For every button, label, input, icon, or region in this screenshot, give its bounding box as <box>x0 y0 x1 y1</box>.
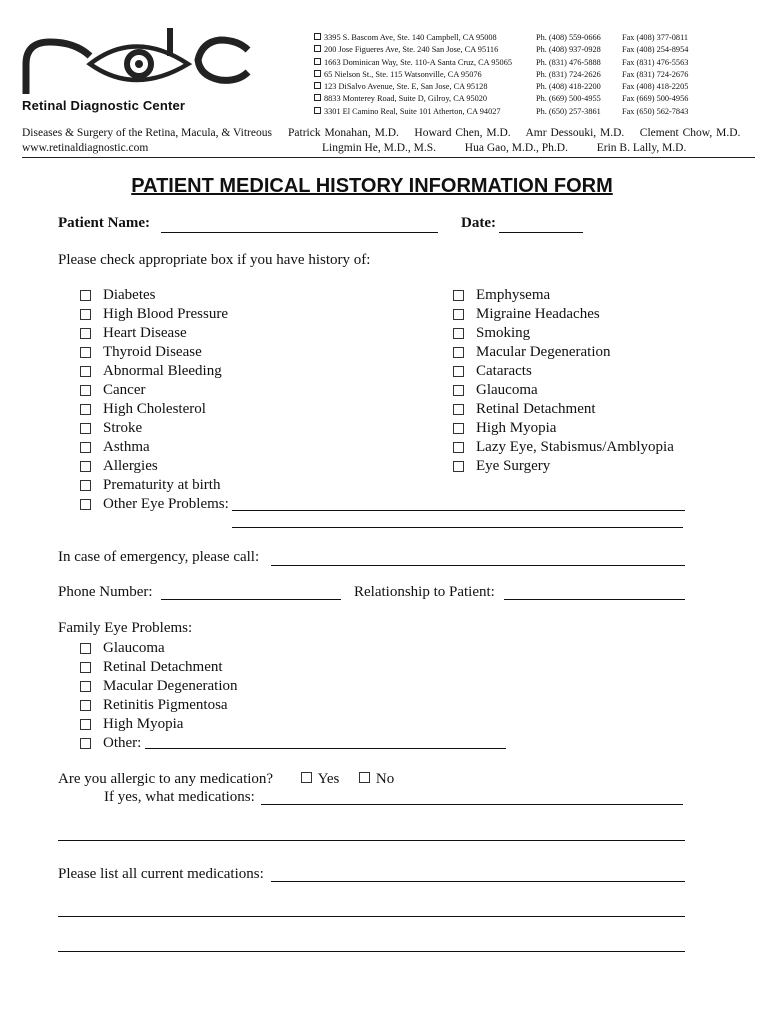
family-history-label: High Myopia <box>103 716 184 732</box>
family-eye-problems-label: Family Eye Problems: <box>58 620 193 636</box>
family-history-item <box>80 715 238 734</box>
history-item <box>453 400 674 419</box>
medications-label: Please list all current medications: <box>58 866 264 882</box>
history-checkbox[interactable] <box>80 404 91 415</box>
history-item <box>80 400 229 419</box>
family-other-field[interactable] <box>145 748 506 749</box>
allergy-yes-checkbox[interactable] <box>301 772 312 783</box>
history-label: Allergies <box>103 458 158 474</box>
family-history-item <box>80 734 238 753</box>
allergy-no-label: No <box>375 771 395 787</box>
history-item <box>453 419 674 438</box>
family-history-label: Macular Degeneration <box>103 678 238 694</box>
history-list-right <box>453 286 674 476</box>
location-fax: Fax (669) 500-4956 <box>622 94 689 104</box>
doctors-line-1: Patrick Monahan, M.D. Howard Chen, M.D. Amr Dessouki, M.D. Clement Chow, M.D. <box>288 127 741 139</box>
date-field[interactable] <box>499 232 583 233</box>
history-checkbox[interactable] <box>80 309 91 320</box>
family-eye-problems-list <box>80 639 238 753</box>
location-list <box>314 32 702 118</box>
history-item <box>80 324 229 343</box>
family-history-item <box>80 696 238 715</box>
emergency-contact-field[interactable] <box>271 565 685 566</box>
location-row <box>314 44 702 56</box>
family-history-label: Retinitis Pigmentosa <box>103 697 228 713</box>
location-row <box>314 81 702 93</box>
history-checkbox[interactable] <box>453 366 464 377</box>
history-item <box>80 286 229 305</box>
family-history-label: Glaucoma <box>103 640 165 656</box>
location-address-text: 3395 S. Bascom Ave, Ste. 140 Campbell, CA 95008 <box>324 33 497 42</box>
location-checkbox[interactable] <box>314 70 321 77</box>
history-label: Abnormal Bleeding <box>103 363 222 379</box>
history-checkbox[interactable] <box>453 442 464 453</box>
tagline: Diseases & Surgery of the Retina, Macula, & Vitreous <box>22 127 272 139</box>
history-item <box>453 362 674 381</box>
history-checkbox[interactable] <box>80 385 91 396</box>
family-history-item <box>80 658 238 677</box>
history-checkbox[interactable] <box>80 461 91 472</box>
history-label: Prematurity at birth <box>103 477 221 493</box>
history-checkbox[interactable] <box>453 385 464 396</box>
history-checkbox[interactable] <box>453 461 464 472</box>
phone-field[interactable] <box>161 599 341 600</box>
history-label: Lazy Eye, Stabismus/Amblyopia <box>476 439 674 455</box>
family-history-checkbox[interactable] <box>80 700 91 711</box>
history-item <box>80 457 229 476</box>
history-label: Retinal Detachment <box>476 401 596 417</box>
history-item <box>80 343 229 362</box>
allergy-question <box>58 771 394 788</box>
location-address-text: 1663 Dominican Way, Ste. 110-A Santa Cruz, CA 95065 <box>324 57 512 67</box>
family-history-checkbox[interactable] <box>80 643 91 654</box>
history-checkbox[interactable] <box>80 442 91 453</box>
location-address <box>314 93 536 105</box>
history-label: Heart Disease <box>103 325 187 341</box>
history-item <box>453 457 674 476</box>
history-label: Asthma <box>103 439 150 455</box>
family-history-checkbox[interactable] <box>80 719 91 730</box>
location-address <box>314 69 536 81</box>
location-phone: Ph. (408) 937-0928 <box>536 45 601 55</box>
location-fax: Fax (408) 254-8954 <box>622 45 689 55</box>
medications-field-3[interactable] <box>58 951 685 952</box>
family-history-checkbox[interactable] <box>80 681 91 692</box>
other-eye-problems-field-2[interactable] <box>232 527 683 528</box>
history-label: Glaucoma <box>476 382 538 398</box>
location-fax: Fax (831) 476-5563 <box>622 57 689 67</box>
history-label: High Cholesterol <box>103 401 206 417</box>
allergy-medications-field[interactable] <box>261 804 683 805</box>
org-name: Retinal Diagnostic Center <box>22 98 186 113</box>
location-checkbox[interactable] <box>314 94 321 101</box>
family-history-label: Retinal Detachment <box>103 659 223 675</box>
location-phone: Ph. (408) 418-2200 <box>536 82 601 92</box>
location-checkbox[interactable] <box>314 45 321 52</box>
date-label: Date: <box>461 215 496 231</box>
family-history-checkbox[interactable] <box>80 738 91 749</box>
location-address <box>314 57 536 69</box>
history-item <box>80 495 229 514</box>
allergy-followup-label: If yes, what medications: <box>104 789 255 805</box>
other-eye-problems-field[interactable] <box>232 510 685 511</box>
location-address <box>314 32 536 44</box>
history-checkbox[interactable] <box>453 404 464 415</box>
history-label: Smoking <box>476 325 531 341</box>
location-checkbox[interactable] <box>314 58 321 65</box>
history-checkbox[interactable] <box>453 309 464 320</box>
history-checkbox[interactable] <box>80 480 91 491</box>
location-row <box>314 106 702 118</box>
history-item <box>453 438 674 457</box>
history-checkbox[interactable] <box>453 328 464 339</box>
history-checkbox[interactable] <box>80 499 91 510</box>
history-list-left <box>80 286 229 514</box>
relationship-label: Relationship to Patient: <box>354 584 495 600</box>
history-item <box>80 362 229 381</box>
history-label: Cancer <box>103 382 146 398</box>
history-label: Cataracts <box>476 363 532 379</box>
patient-name-label: Patient Name: <box>58 215 151 231</box>
location-address-text: 123 DiSalvo Avenue, Ste. E, San Jose, CA 95128 <box>324 82 488 92</box>
header-divider <box>22 157 755 158</box>
location-address <box>314 81 536 93</box>
location-address-text: 8833 Monterey Road, Suite D, Gilroy, CA 95020 <box>324 94 488 104</box>
location-address-text: 65 Nielson St., Ste. 115 Watsonville, CA 95076 <box>324 69 482 79</box>
history-checkbox[interactable] <box>453 347 464 358</box>
history-prompt: Please check appropriate box if you have history of: <box>58 252 371 268</box>
allergy-no-checkbox[interactable] <box>359 772 370 783</box>
history-checkbox[interactable] <box>453 290 464 301</box>
emergency-label: In case of emergency, please call: <box>58 549 260 565</box>
history-label: High Myopia <box>476 420 557 436</box>
location-address-text: 200 Jose Figueres Ave, Ste. 240 San Jose, CA 95116 <box>324 45 499 55</box>
patient-name-field[interactable] <box>161 232 438 233</box>
history-checkbox[interactable] <box>80 366 91 377</box>
history-label: Migraine Headaches <box>476 306 600 322</box>
location-address <box>314 106 536 118</box>
history-item <box>80 381 229 400</box>
location-fax: Fax (650) 562-7843 <box>622 106 689 116</box>
history-checkbox[interactable] <box>80 328 91 339</box>
family-history-checkbox[interactable] <box>80 662 91 673</box>
location-phone: Ph. (650) 257-3861 <box>536 106 601 116</box>
location-checkbox[interactable] <box>314 82 321 89</box>
medications-field-2[interactable] <box>58 916 685 917</box>
location-phone: Ph. (669) 500-4955 <box>536 94 601 104</box>
phone-label: Phone Number: <box>58 584 153 600</box>
history-item <box>453 324 674 343</box>
location-row <box>314 57 702 69</box>
history-checkbox[interactable] <box>80 347 91 358</box>
history-item <box>453 381 674 400</box>
form-title: PATIENT MEDICAL HISTORY INFORMATION FORM <box>131 175 613 197</box>
history-label: Emphysema <box>476 287 551 303</box>
history-item <box>80 438 229 457</box>
location-fax: Fax (408) 418-2205 <box>622 82 689 92</box>
location-address-text: 3301 El Camino Real, Suite 101 Atherton, CA 94027 <box>324 106 501 116</box>
allergy-medications-field-2[interactable] <box>58 840 685 841</box>
location-phone: Ph. (831) 724-2626 <box>536 69 601 79</box>
medications-field[interactable] <box>271 881 685 882</box>
history-label: High Blood Pressure <box>103 306 228 322</box>
doctors-line-2: Lingmin He, M.D., M.S. Hua Gao, M.D., Ph.D. Erin B. Lally, M.D. <box>322 142 687 154</box>
history-label: Macular Degeneration <box>476 344 611 360</box>
history-item <box>453 286 674 305</box>
history-label: Stroke <box>103 420 143 436</box>
rdc-logo <box>20 24 260 99</box>
history-item <box>80 305 229 324</box>
location-phone: Ph. (831) 476-5888 <box>536 57 601 67</box>
location-row <box>314 32 702 44</box>
location-row <box>314 69 702 81</box>
allergy-yes-label: Yes <box>317 771 340 787</box>
location-checkbox[interactable] <box>314 107 321 114</box>
location-row <box>314 93 702 105</box>
location-fax: Fax (831) 724-2676 <box>622 69 689 79</box>
location-address <box>314 44 536 56</box>
family-history-item <box>80 639 238 658</box>
history-checkbox[interactable] <box>80 423 91 434</box>
history-item <box>80 419 229 438</box>
history-item <box>80 476 229 495</box>
history-label: Eye Surgery <box>476 458 551 474</box>
location-phone: Ph. (408) 559-0666 <box>536 33 601 42</box>
history-label: Thyroid Disease <box>103 344 202 360</box>
history-checkbox[interactable] <box>453 423 464 434</box>
history-checkbox[interactable] <box>80 290 91 301</box>
family-history-label: Other: <box>103 735 142 751</box>
history-item <box>453 343 674 362</box>
history-label: Other Eye Problems: <box>103 496 229 512</box>
history-item <box>453 305 674 324</box>
family-history-item <box>80 677 238 696</box>
allergy-question-text: Are you allergic to any medication? <box>58 771 274 787</box>
website-link[interactable]: www.retinaldiagnostic.com <box>22 142 149 154</box>
relationship-field[interactable] <box>504 599 685 600</box>
location-fax: Fax (408) 377-0811 <box>622 33 689 42</box>
location-checkbox[interactable] <box>314 33 321 40</box>
history-label: Diabetes <box>103 287 156 303</box>
